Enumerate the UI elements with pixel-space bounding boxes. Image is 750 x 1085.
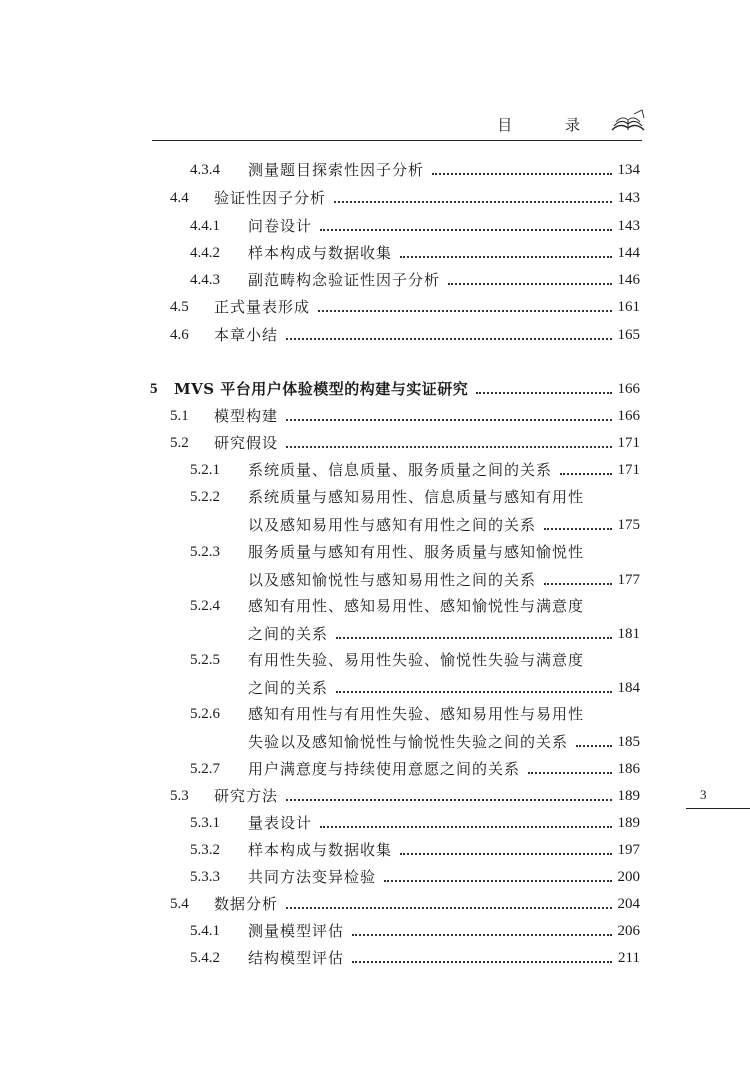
toc-title: 本章小结 xyxy=(214,326,279,344)
leader-dots xyxy=(528,771,611,774)
toc-entry[interactable] xyxy=(190,216,640,236)
toc-entry[interactable] xyxy=(190,270,640,290)
side-page-number: 3 xyxy=(700,787,707,802)
toc-title: 共同方法变异检验 xyxy=(248,868,377,886)
toc-entry[interactable] xyxy=(190,921,640,941)
toc-entry[interactable] xyxy=(190,650,640,698)
toc-page: 171 xyxy=(617,462,640,478)
toc-entry[interactable] xyxy=(190,840,640,860)
toc-number: 5 xyxy=(150,381,158,397)
toc-title: 系统质量、信息质量、服务质量之间的关系 xyxy=(248,461,553,479)
toc-page: 189 xyxy=(617,815,640,831)
toc-entry[interactable] xyxy=(190,948,640,968)
open-book-icon xyxy=(608,108,648,138)
toc-page: 200 xyxy=(617,869,640,885)
leader-dots xyxy=(560,472,611,475)
leader-dots xyxy=(400,852,611,855)
toc-number: 5.2.7 xyxy=(190,761,220,777)
toc-entry[interactable] xyxy=(190,704,640,752)
toc-page: 175 xyxy=(617,517,640,533)
leader-dots xyxy=(320,228,611,231)
toc-title: 模型构建 xyxy=(214,407,279,425)
toc-page: 166 xyxy=(617,381,640,397)
toc-entry[interactable] xyxy=(190,243,640,263)
toc-page: 171 xyxy=(617,435,640,451)
toc-page: 204 xyxy=(617,896,640,912)
leader-dots xyxy=(476,391,611,394)
toc-number: 4.4.2 xyxy=(190,245,220,261)
toc-title: 验证性因子分析 xyxy=(214,189,327,207)
toc-page: 146 xyxy=(617,272,640,288)
toc-title: 正式量表形成 xyxy=(214,298,311,316)
toc-number: 5.2.5 xyxy=(190,652,220,668)
toc-title-continued: 之间的关系 xyxy=(248,625,329,643)
toc-page: 184 xyxy=(617,680,640,696)
toc-page: 177 xyxy=(617,572,640,588)
leader-dots xyxy=(286,337,611,340)
toc-number: 5.1 xyxy=(170,408,189,424)
toc-entry[interactable] xyxy=(170,297,640,317)
leader-dots xyxy=(544,527,611,530)
toc-page: 185 xyxy=(617,734,640,750)
leader-dots xyxy=(400,255,611,258)
leader-dots xyxy=(448,282,611,285)
toc-title: 副范畴构念验证性因子分析 xyxy=(248,271,441,289)
toc-entry[interactable] xyxy=(190,460,640,480)
leader-dots xyxy=(320,825,611,828)
toc-title: 结构模型评估 xyxy=(248,949,345,967)
toc-entry[interactable] xyxy=(190,867,640,887)
toc-number: 5.4.1 xyxy=(190,923,220,939)
header-title: 目 录 xyxy=(497,116,604,134)
toc-title: 用户满意度与持续使用意愿之间的关系 xyxy=(248,760,521,778)
toc-page: 197 xyxy=(617,842,640,858)
toc-entry[interactable] xyxy=(190,596,640,644)
toc-page: 186 xyxy=(617,761,640,777)
toc-number: 4.3.4 xyxy=(190,162,220,178)
toc-title: 研究假设 xyxy=(214,434,279,452)
toc-title: 系统质量与感知易用性、信息质量与感知有用性 xyxy=(248,488,585,506)
toc-title-continued: 以及感知易用性与感知有用性之间的关系 xyxy=(248,516,537,534)
toc-entry[interactable] xyxy=(190,813,640,833)
toc-entry[interactable] xyxy=(170,786,640,806)
toc-title: 测量模型评估 xyxy=(248,922,345,940)
toc-entry[interactable] xyxy=(170,325,640,345)
toc-page: 181 xyxy=(617,626,640,642)
toc-number: 4.4.3 xyxy=(190,272,220,288)
toc-title: 测量题目探索性因子分析 xyxy=(248,161,425,179)
toc-number: 4.5 xyxy=(170,299,189,315)
toc-page: 211 xyxy=(618,950,640,966)
toc-number: 5.4 xyxy=(170,896,189,912)
toc-title: 有用性失验、易用性失验、愉悦性失验与满意度 xyxy=(248,651,585,669)
toc-number: 5.3.1 xyxy=(190,815,220,831)
toc-number: 5.2.4 xyxy=(190,598,220,614)
toc-number: 5.3.3 xyxy=(190,869,220,885)
leader-dots xyxy=(334,200,611,203)
toc-page: 134 xyxy=(617,162,640,178)
leader-dots xyxy=(576,744,611,747)
toc-page: 206 xyxy=(617,923,640,939)
toc-number: 5.2.2 xyxy=(190,489,220,505)
leader-dots xyxy=(336,690,611,693)
toc-title: 问卷设计 xyxy=(248,217,313,235)
toc-title-continued: 以及感知愉悦性与感知易用性之间的关系 xyxy=(248,571,537,589)
toc-page: 165 xyxy=(617,327,640,343)
leader-dots xyxy=(352,960,612,963)
toc-page: 161 xyxy=(617,299,640,315)
toc-title: 服务质量与感知有用性、服务质量与感知愉悦性 xyxy=(248,543,585,561)
toc-number: 5.4.2 xyxy=(190,950,220,966)
toc-entry[interactable] xyxy=(190,542,640,590)
leader-dots xyxy=(336,636,611,639)
leader-dots xyxy=(432,172,611,175)
toc-number: 5.2.3 xyxy=(190,544,220,560)
toc-entry[interactable] xyxy=(190,160,640,180)
toc-title: 数据分析 xyxy=(214,895,279,913)
toc-title: 样本构成与数据收集 xyxy=(248,244,393,262)
toc-title-continued: 失验以及感知愉悦性与愉悦性失验之间的关系 xyxy=(248,733,569,751)
toc-title-continued: 之间的关系 xyxy=(248,679,329,697)
leader-dots xyxy=(286,798,611,801)
toc-number: 4.6 xyxy=(170,327,189,343)
toc-title: 量表设计 xyxy=(248,814,313,832)
leader-dots xyxy=(286,418,611,421)
toc-title: 感知有用性与有用性失验、感知易用性与易用性 xyxy=(248,705,585,723)
leader-dots xyxy=(318,309,611,312)
toc-page: 166 xyxy=(617,408,640,424)
side-rule xyxy=(686,808,750,809)
toc-entry[interactable] xyxy=(190,759,640,779)
toc-number: 5.2.1 xyxy=(190,462,220,478)
toc-number: 5.3.2 xyxy=(190,842,220,858)
toc-page: 143 xyxy=(617,190,640,206)
toc-number: 5.2.6 xyxy=(190,706,220,722)
toc-entry[interactable] xyxy=(170,188,640,208)
toc-page: 143 xyxy=(617,218,640,234)
toc-title: 研究方法 xyxy=(214,787,279,805)
toc-chapter-entry[interactable] xyxy=(150,379,640,399)
toc-title: 样本构成与数据收集 xyxy=(248,841,393,859)
toc-number: 5.2 xyxy=(170,435,189,451)
leader-dots xyxy=(352,933,611,936)
toc-page: 189 xyxy=(617,788,640,804)
leader-dots xyxy=(286,445,611,448)
running-header xyxy=(152,108,642,141)
toc-entry[interactable] xyxy=(170,406,640,426)
toc-title: MVS 平台用户体验模型的构建与实证研究 xyxy=(174,380,469,398)
toc-entry[interactable] xyxy=(170,433,640,453)
toc-number: 4.4.1 xyxy=(190,218,220,234)
leader-dots xyxy=(544,582,611,585)
leader-dots xyxy=(384,879,611,882)
toc-number: 4.4 xyxy=(170,190,189,206)
toc-number: 5.3 xyxy=(170,788,189,804)
toc-title: 感知有用性、感知易用性、感知愉悦性与满意度 xyxy=(248,597,585,615)
leader-dots xyxy=(286,906,611,909)
toc-entry[interactable] xyxy=(170,894,640,914)
toc-entry[interactable] xyxy=(190,487,640,535)
toc-page: 144 xyxy=(617,245,640,261)
